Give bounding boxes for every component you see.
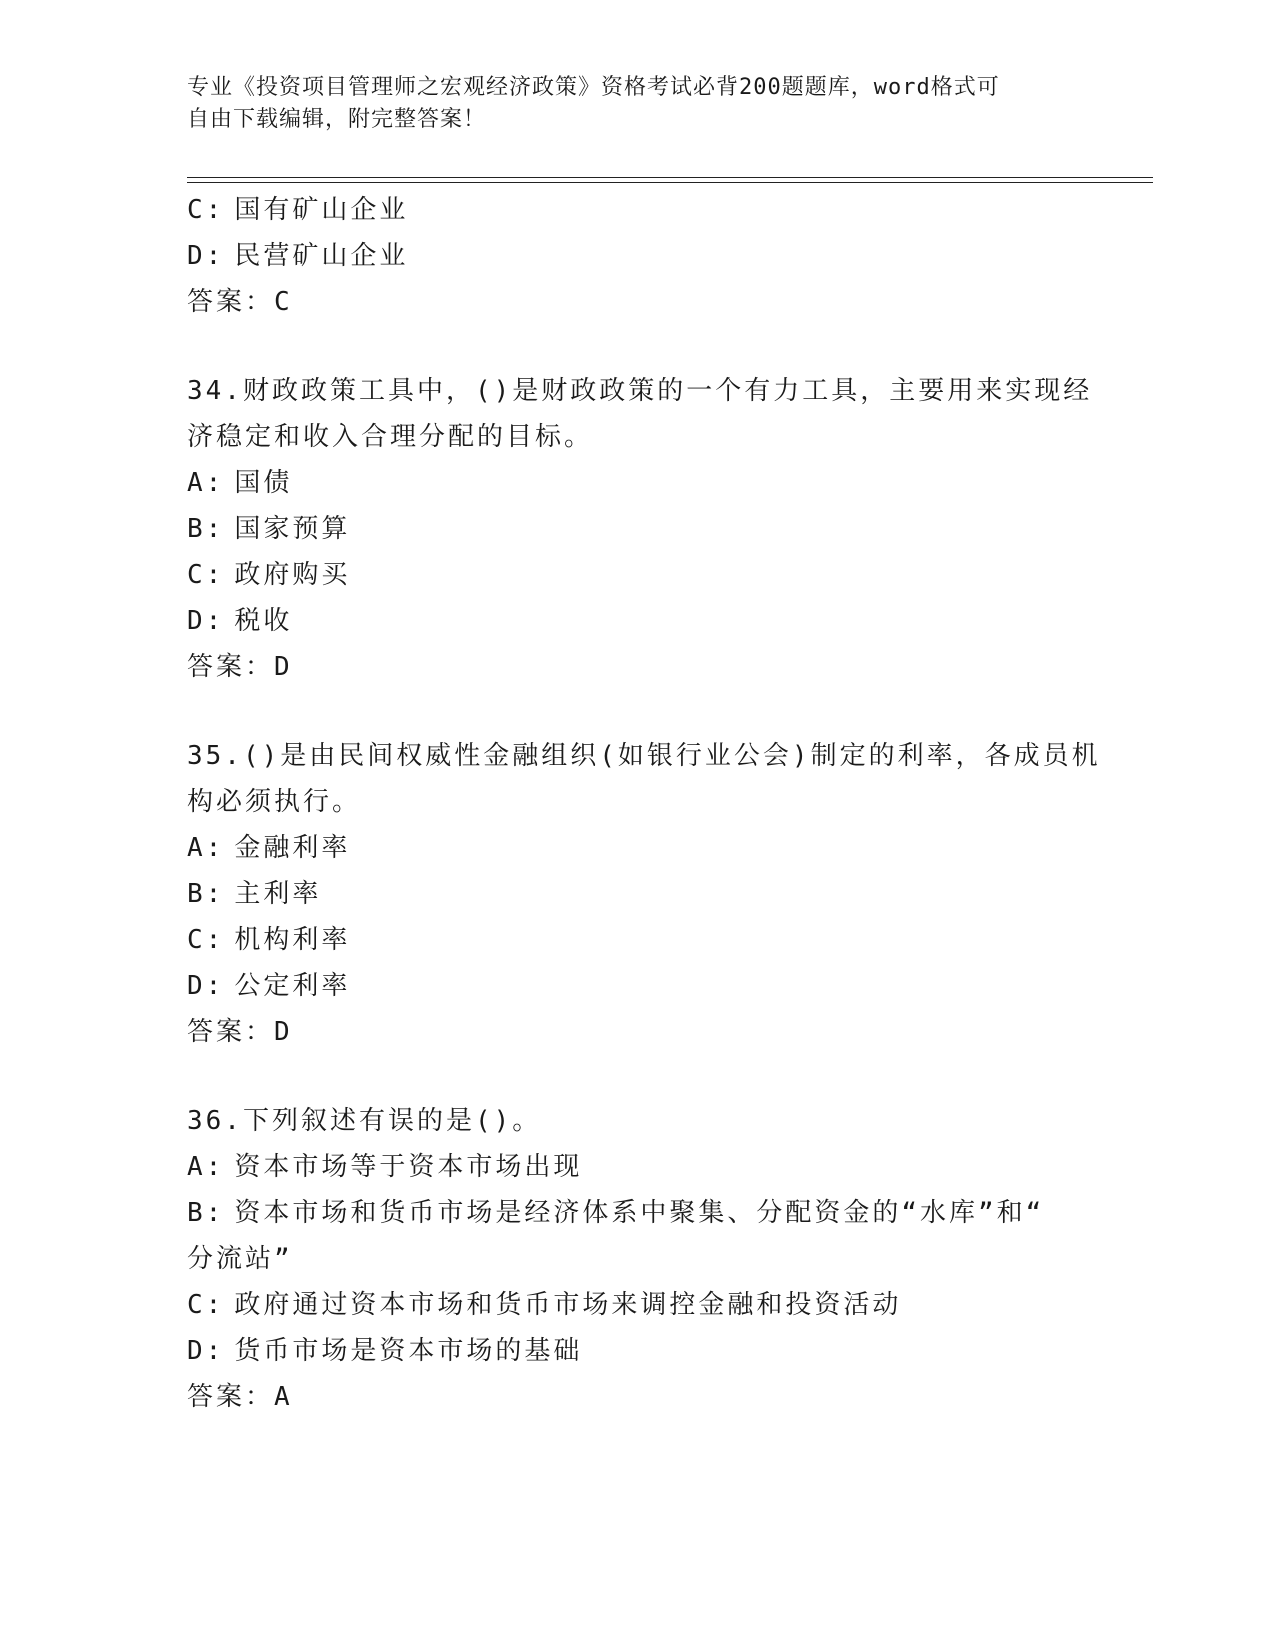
option-text: 国有矿山企业	[234, 195, 409, 225]
option-a	[187, 1144, 1087, 1190]
question-spacer	[187, 690, 1087, 733]
option-text: 资本市场等于资本市场出现	[234, 1152, 583, 1182]
option-key: C:	[187, 925, 225, 955]
option-text: 税收	[234, 606, 293, 636]
option-d	[187, 963, 1087, 1009]
option-key: C:	[187, 1290, 225, 1320]
option-text: 政府购买	[234, 560, 351, 590]
option-text: 机构利率	[234, 925, 351, 955]
option-key: D:	[187, 1336, 225, 1366]
option-d	[187, 598, 1087, 644]
option-key: B:	[187, 879, 225, 909]
option-text: 政府通过资本市场和货币市场来调控金融和投资活动	[234, 1290, 902, 1320]
option-key: B:	[187, 1198, 225, 1228]
option-a	[187, 825, 1087, 871]
answer-line: 答案：A	[187, 1382, 293, 1412]
option-key: C:	[187, 195, 225, 225]
question-stem: 34.财政政策工具中，()是财政政策的一个有力工具，主要用来实现经	[187, 376, 1093, 406]
question-stem: 济稳定和收入合理分配的目标。	[187, 422, 594, 452]
option-key: A:	[187, 1152, 225, 1182]
option-text: 民营矿山企业	[234, 241, 409, 271]
question-stem: 35.()是由民间权威性金融组织(如银行业公会)制定的利率，各成员机	[187, 741, 1101, 771]
option-c	[187, 1282, 1087, 1328]
option-key: A:	[187, 468, 225, 498]
answer-line: 答案：D	[187, 1017, 293, 1047]
question-stem: 36.下列叙述有误的是()。	[187, 1106, 542, 1136]
header-title-line-1: 专业《投资项目管理师之宏观经济政策》资格考试必背200题题库，word格式可	[187, 75, 1000, 100]
answer-line: 答案：C	[187, 287, 293, 317]
option-a	[187, 460, 1087, 506]
option-key: B:	[187, 514, 225, 544]
option-c	[187, 187, 1087, 233]
option-key: A:	[187, 833, 225, 863]
header-divider-top	[187, 177, 1153, 178]
option-key: D:	[187, 241, 225, 271]
document-header	[187, 72, 1067, 136]
option-b	[187, 1190, 1087, 1236]
option-c	[187, 552, 1087, 598]
header-title-line-2: 自由下载编辑，附完整答案！	[187, 107, 487, 132]
question-stem: 构必须执行。	[187, 787, 362, 817]
option-b	[187, 506, 1087, 552]
option-d	[187, 233, 1087, 279]
option-c	[187, 917, 1087, 963]
option-key: D:	[187, 971, 225, 1001]
question-block-35	[187, 733, 1101, 1055]
option-text: 资本市场和货币市场是经济体系中聚集、分配资金的“水库”和“	[234, 1198, 1045, 1228]
question-block-continued	[187, 187, 1087, 325]
option-text: 国家预算	[234, 514, 351, 544]
option-b	[187, 871, 1087, 917]
option-b-continuation: 分流站”	[187, 1244, 293, 1274]
answer-line: 答案：D	[187, 652, 293, 682]
option-key: C:	[187, 560, 225, 590]
header-divider-bottom	[187, 182, 1153, 183]
option-text: 货币市场是资本市场的基础	[234, 1336, 583, 1366]
option-d	[187, 1328, 1087, 1374]
question-block-36	[187, 1098, 1087, 1420]
question-block-34	[187, 368, 1093, 690]
option-text: 金融利率	[234, 833, 351, 863]
option-text: 国债	[234, 468, 293, 498]
question-spacer	[187, 325, 1087, 368]
question-list	[187, 187, 1101, 1420]
option-key: D:	[187, 606, 225, 636]
option-text: 公定利率	[234, 971, 351, 1001]
question-spacer	[187, 1055, 1087, 1098]
option-text: 主利率	[234, 879, 322, 909]
